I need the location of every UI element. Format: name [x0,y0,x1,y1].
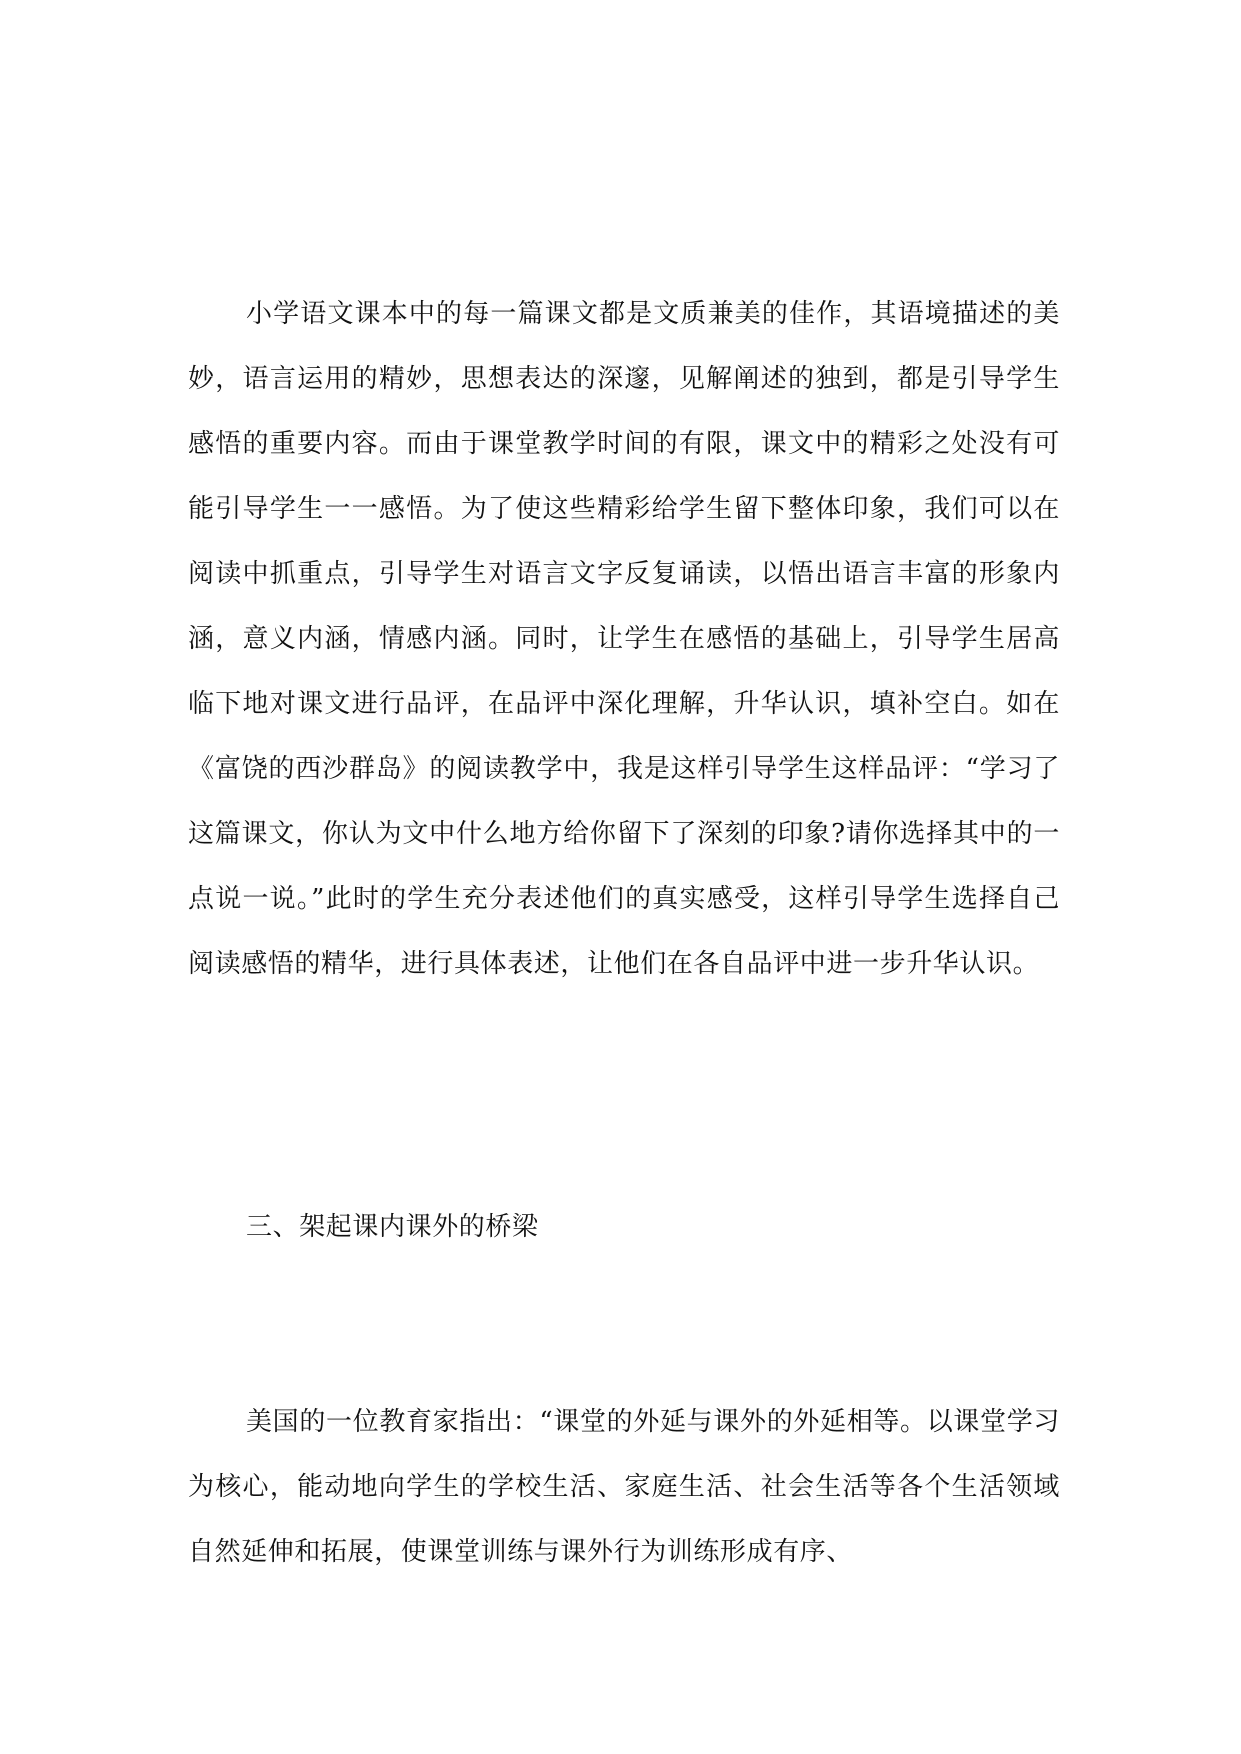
body-paragraph: 小学语文课本中的每一篇课文都是文质兼美的佳作，其语境描述的美妙，语言运用的精妙，思想表达的深邃，见解阐述的独到，都是引导学生感悟的重要内容。而由于课堂教学时间的有限，课文中的精彩之处没有可能引导学生一一感悟。为了使这些精彩给学生留下整体印象，我们可以在阅读中抓重点，引导学生对语言文字反复诵读，以悟出语言丰富的形象内涵，意义内涵，情感内涵。同时，让学生在感悟的基础上，引导学生居高临下地对课文进行品评，在品评中深化理解，升华认识，填补空白。如在《富饶的西沙群岛》的阅读教学中，我是这样引导学生这样品评：“学习了这篇课文，你认为文中什么地方给你留下了深刻的印象?请你选择其中的一点说一说。”此时的学生充分表述他们的真实感受，这样引导学生选择自己阅读感悟的精华，进行具体表述，让他们在各自品评中进一步升华认识。 [188,299,1060,979]
section-heading: 三、架起课内课外的桥梁 [246,1212,539,1242]
body-paragraph: 美国的一位教育家指出：“课堂的外延与课外的外延相等。以课堂学习为核心，能动地向学生的学校生活、家庭生活、社会生活等各个生活领域自然延伸和拓展，使课堂训练与课外行为训练形成有序、 [188,1407,1060,1567]
